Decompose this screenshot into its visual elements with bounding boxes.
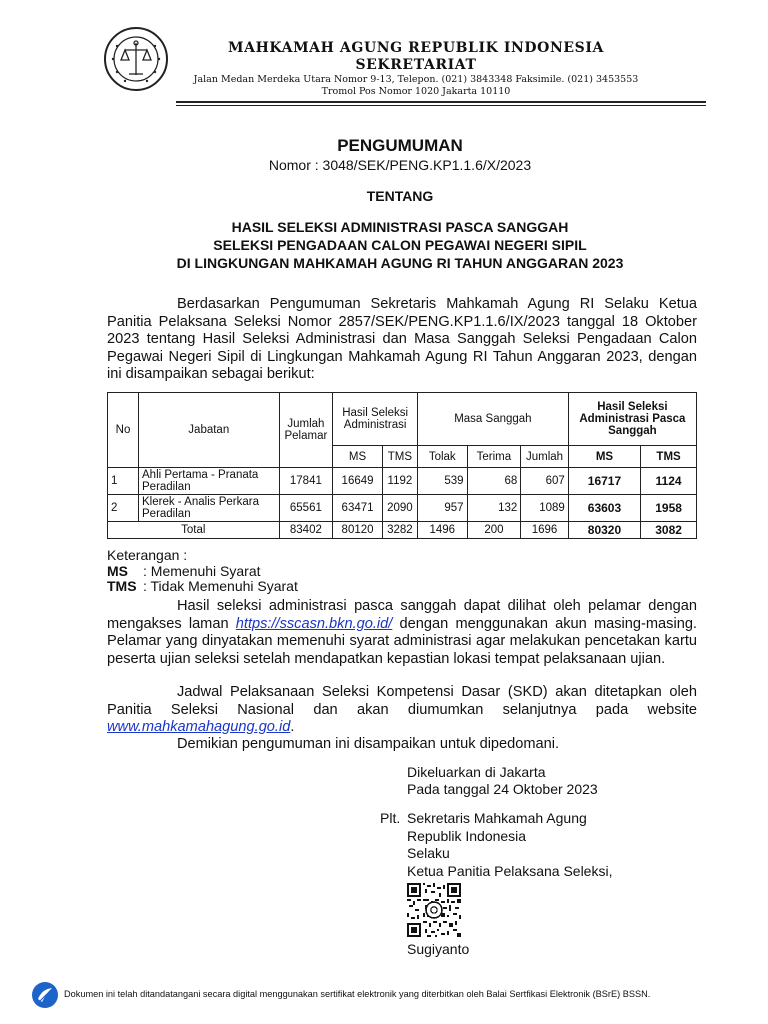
org-po-box: Tromol Pos Nomor 1020 Jakarta 10110 (321, 86, 511, 97)
table-row (108, 468, 697, 495)
cell-pelamar: 65561 (279, 495, 333, 522)
cell-tolak: 957 (417, 495, 467, 522)
header-tms: TMS (382, 446, 417, 468)
cell-tms: 1192 (382, 468, 417, 495)
legend-tms-text: : Tidak Memenuhi Syarat (143, 578, 298, 594)
org-name: MAHKAMAH AGUNG REPUBLIK INDONESIA (228, 40, 604, 56)
website-link[interactable]: www.mahkamahagung.go.id (107, 719, 291, 735)
legend-title: Keterangan : (107, 547, 188, 563)
mahkamah-agung-seal-icon (103, 26, 169, 92)
cell-jumlah: 1089 (521, 495, 569, 522)
signatory-title (407, 810, 612, 880)
document-title: PENGUMUMAN (337, 136, 463, 155)
tentang-label: TENTANG (366, 188, 434, 204)
cell-total-ms-final: 80320 (568, 522, 640, 539)
footer-text: Dokumen ini telah ditandatangani secara digital menggunakan sertifikat elektronik yang diterbitkan oleh Balai Sertfikasi Elektronik (BSrE) BSSN. (64, 989, 651, 999)
legend-tms-abbr: TMS (107, 578, 137, 594)
signatory-line: Ketua Panitia Pelaksana Seleksi, (407, 862, 613, 879)
paragraph-text: . (290, 719, 295, 735)
closing-text: Demikian pengumuman ini disampaikan untuk dipedomani. (177, 736, 560, 752)
subject-line: SELEKSI PENGADAAN CALON PEGAWAI NEGERI SIPIL (213, 237, 587, 253)
legend-ms-text: : Memenuhi Syarat (143, 562, 261, 579)
cell-tms: 2090 (382, 495, 417, 522)
header-jumlah-pelamar: Jumlah Pelamar (279, 393, 333, 468)
letterhead-rule-thin (176, 105, 706, 106)
cell-ms-final: 16717 (568, 468, 640, 495)
cell-terima: 132 (467, 495, 521, 522)
header-ms-final: MS (568, 446, 640, 468)
cell-total-label: Total (108, 522, 280, 539)
document-subject (100, 218, 700, 272)
header-no: No (108, 393, 139, 468)
qr-code-icon (407, 883, 461, 937)
cell-jabatan: Ahli Pertama - Pranata Peradilan (139, 468, 280, 495)
paragraph-text: Jadwal Pelaksanaan Seleksi Kompetensi Dasar (SKD) akan ditetapkan oleh Panitia Seleksi Nasional dan akan diumumkan selanjutnya pada website (107, 684, 697, 718)
sscasn-link[interactable]: https://sscasn.bkn.go.id/ (235, 615, 393, 632)
cell-jumlah: 607 (521, 468, 569, 495)
cell-tms-final: 1958 (641, 495, 697, 522)
cell-total-pelamar: 83402 (279, 522, 333, 539)
header-masa-sanggah: Masa Sanggah (417, 393, 568, 446)
legend-tms (107, 579, 298, 595)
cell-total-ms: 80120 (333, 522, 383, 539)
header-ms: MS (333, 446, 383, 468)
paragraph-skd (107, 684, 697, 737)
header-terima: Terima (467, 446, 521, 468)
paragraph-text: dengan menggunakan akun masing-masing. Pelamar yang dinyatakan memenuhi syarat administrasi agar melakukan pencetakan kartu peserta ujian seleksi setelah mendapatkan kepastian lokasi tempat pelaksanaan ujian. (107, 615, 697, 667)
table-row (108, 495, 697, 522)
cell-tms-final: 1124 (641, 468, 697, 495)
cell-terima: 68 (467, 468, 521, 495)
cell-ms: 16649 (333, 468, 383, 495)
letterhead-text (176, 40, 656, 98)
cell-ms-final: 63603 (568, 495, 640, 522)
cell-total-tms-final: 3082 (641, 522, 697, 539)
intro-text: Berdasarkan Pengumuman Sekretaris Mahkamah Agung RI Selaku Ketua Panitia Pelaksana Seleksi Nomor 2857/SEK/PENG.KP1.1.6/IX/2023 tanggal 18 Oktober 2023 tentang Hasil Seleksi Administrasi dan Masa Sanggah Seleksi Pengadaan Calon Pegawai Negeri Sipil di Lingkungan Mahkamah Agung RI Tahun Anggaran 2023, dengan ini disampaikan sebagai berikut: (107, 296, 697, 382)
legend-ms (107, 564, 298, 580)
intro-paragraph (107, 296, 697, 384)
plt-label: Plt. (380, 810, 401, 826)
signatory-line: Selaku (407, 845, 450, 861)
paragraph-closing (107, 736, 697, 754)
letterhead (0, 0, 768, 110)
signatory-name: Sugiyanto (407, 941, 470, 957)
footer (30, 980, 750, 1010)
issue-date: Pada tanggal 24 Oktober 2023 (407, 781, 598, 797)
header-tms-final: TMS (641, 446, 697, 468)
cell-tolak: 539 (417, 468, 467, 495)
cell-total-terima: 200 (467, 522, 521, 539)
cell-jabatan: Klerek - Analis Perkara Peradilan (139, 495, 280, 522)
legend-ms-abbr: MS (107, 562, 128, 579)
header-jumlah: Jumlah (521, 446, 569, 468)
results-table (107, 392, 697, 539)
header-tolak: Tolak (417, 446, 467, 468)
paragraph-access (107, 598, 697, 668)
cell-total-tms: 3282 (382, 522, 417, 539)
table-total-row (108, 522, 697, 539)
cell-pelamar: 17841 (279, 468, 333, 495)
document-number: Nomor : 3048/SEK/PENG.KP1.1.6/X/2023 (268, 157, 532, 173)
letterhead-rule (176, 101, 706, 103)
cell-no: 2 (108, 495, 139, 522)
issue-place: Dikeluarkan di Jakarta (407, 764, 546, 780)
cell-no: 1 (108, 468, 139, 495)
header-hasil-seleksi: Hasil Seleksi Administrasi (333, 393, 418, 446)
cell-total-jumlah: 1696 (521, 522, 569, 539)
subject-line: HASIL SELEKSI ADMINISTRASI PASCA SANGGAH (231, 219, 569, 235)
cell-ms: 63471 (333, 495, 383, 522)
header-jabatan: Jabatan (139, 393, 280, 468)
org-address: Jalan Medan Merdeka Utara Nomor 9-13, Telepon. (021) 3843348 Faksimile. (021) 3453553 (193, 74, 639, 85)
bsre-logo-icon (30, 980, 60, 1010)
legend (107, 548, 298, 595)
org-unit: SEKRETARIAT (355, 57, 477, 73)
paragraph-text: Hasil seleksi administrasi pasca sanggah dapat dilihat oleh pelamar dengan mengakses laman (107, 598, 697, 632)
subject-line: DI LINGKUNGAN MAHKAMAH AGUNG RI TAHUN ANGGARAN 2023 (176, 255, 624, 271)
cell-total-tolak: 1496 (417, 522, 467, 539)
header-pasca-sanggah: Hasil Seleksi Administrasi Pasca Sanggah (568, 393, 696, 446)
signatory-line: Republik Indonesia (407, 827, 527, 844)
signatory-line: Sekretaris Mahkamah Agung (407, 810, 587, 826)
